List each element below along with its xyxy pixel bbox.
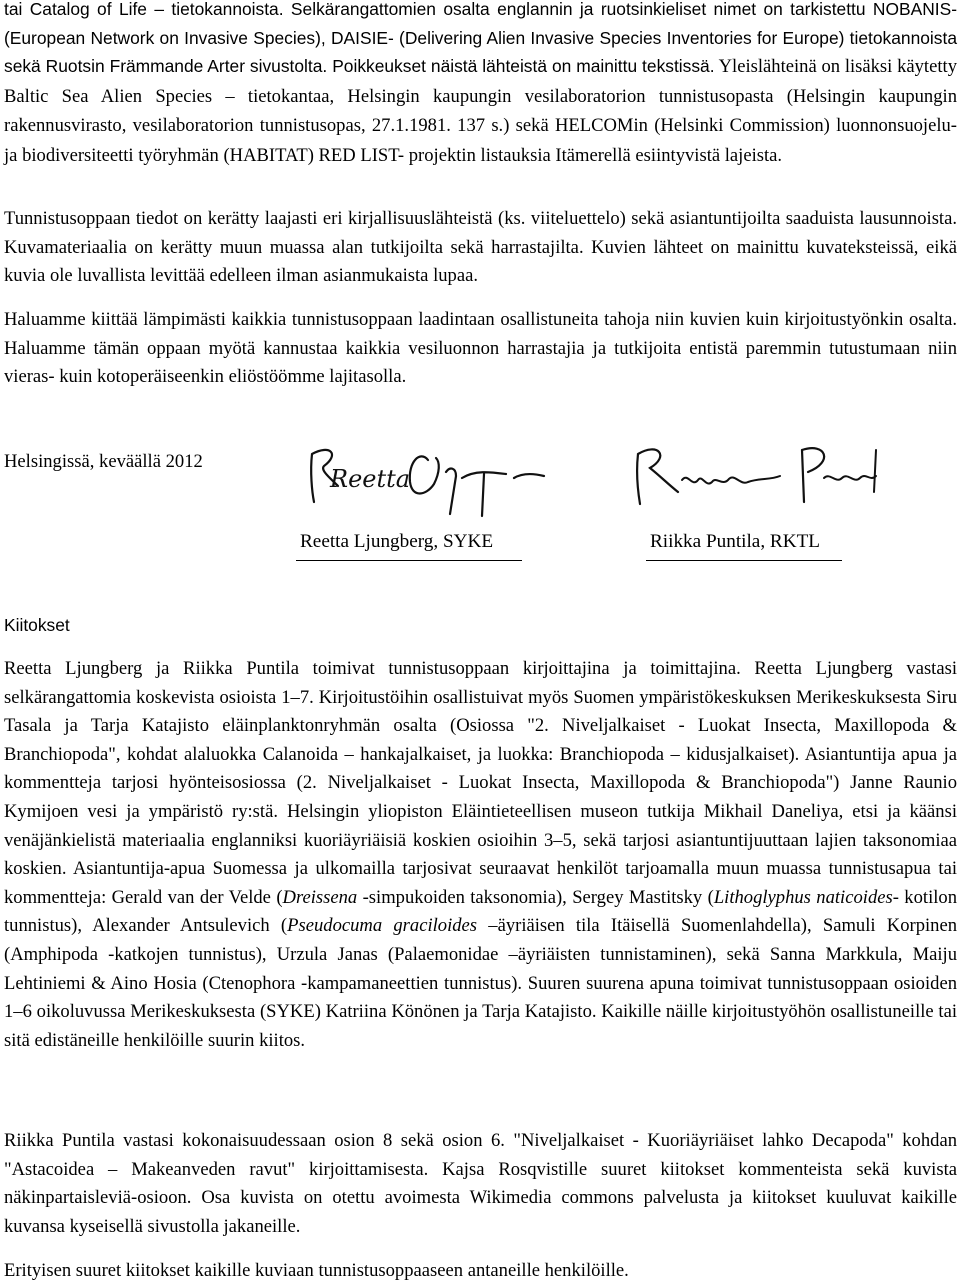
ack-species-pseudocuma: Pseudocuma graciloides [287,915,478,937]
ack-species-lithoglyphus: Lithoglyphus naticoides [713,886,893,908]
ack-text-4: –äyriäisen tila Itäisellä Suomenlahdella), Samuli Korpinen (Amphipoda -katkojen tunnistus), Urzula Janas (Palaemonidae –äyriäisten tunnistaminen), sekä Sanna Markkula, Maiju Lehtiniemi & Aino Hosia (Ctenophora -kampamaneettien tunnistus). Suuren suurena apuna toimivat tunnistusoppaan osioiden 1–6 oikoluvussa Merikeskuksesta (SYKE) Katriina Könönen ja Tarja Katajisto. Kaikille näille kirjoitustyöhön osallistuneille tai sitä edistäneille henkilöille suurin kiitos. [4,915,958,1051]
signature-puntila [630,432,900,512]
ack-text-2: -simpukoiden taksonomia), Sergey Mastitsky ( [357,886,714,908]
acknowledgements-heading: Kiitokset [4,615,70,635]
signer-1-name: Reetta Ljungberg, SYKE [300,531,494,552]
ack-text-1: Reetta Ljungberg ja Riikka Puntila toimivat tunnistusoppaan kirjoittajina ja toimittajina. Reetta Ljungberg vastasi selkärangattomia koskevista osioista 1–7. Kirjoitustöihin osallistuivat myös Suomen ympäristökeskuksen Merikeskuksesta Siru Tasala ja Tarja Katajisto eläinplanktonryhmän osalta (Osiossa "2. Niveljalkaiset - Luokat Insecta, Maxillopoda & Branchiopoda", kohdat alaluokka Calanoida – hankajalkaiset, ja luokka: Branchiopoda – kidusjalkaiset). Asiantuntija apua ja kommentteja tarjosi hyönteisosiossa (2. Niveljalkaiset - Luokat Insecta, Maxillopoda & Branchiopoda") Janne Raunio Kymijoen vesi ja ympäristö ry:stä. Helsingin yliopiston Eläintieteellisen museon tutkija Mikhail Daneliya, etsi ja käänsi venäjänkielistä materiaalia englanniksi kuoriäyriäisiä koskien osioihin 3–5, sekä tarjosi asiantuntijuuttaan lajien taksonomiaa koskien. Asiantuntija-apua Suomessa ja ulkomailla tarjosivat seuraavat henkilöt tarjoamalla muun muassa tunnistusapua tai kommentteja: Gerald van der Velde ( [4,658,957,908]
place-date: Helsingissä, keväällä 2012 [4,451,203,472]
signature-ljungberg [300,432,570,522]
acknowledgements-paragraph-2: Riikka Puntila vastasi kokonaisuudessaan osion 8 sekä osion 6. "Niveljalkaiset - Kuoriäyriäiset lahko Decapoda" kohdan "Astacoidea – Makeanveden ravut" kirjoittamisesta. Kajsa Rosqvistille suuret kiitokset kommenteista sekä kuvista näkinpartaisleviä-osioon. Osa kuvista on otettu avoimesta Wikimedia commons palvelusta ja kiitokset kuuluvat kaikille kuvansa kyseisellä sivustolla jakaneille. [4,1130,957,1237]
intro-sources-text: tai Catalog of Life – tietokannoista. Selkärangattomien osalta englannin ja ruotsinkieliset nimet on tarkistettu NOBANIS- (European Network on Invasive Species), DAISIE- (Delivering Alien Invasive Species Inventories for Europe) tietokannoista sekä Ruotsin Främmande Arter sivustolta. Poikkeukset näistä lähteistä on mainittu tekstissä. [4,0,957,77]
intro-paragraph [4,0,957,171]
acknowledgements-paragraph-3: Erityisen suuret kiitokset kaikille kuviaan tunnistusoppaaseen antaneille henkilöille. [4,1260,629,1281]
acknowledgements-paragraph-1 [4,655,957,1055]
signature-ljungberg-text: Reetta [330,465,411,493]
signature-line-2 [646,560,842,561]
compilation-paragraph: Tunnistusoppaan tiedot on kerätty laajasti eri kirjallisuuslähteistä (ks. viiteluettelo) sekä asiantuntijoilta saaduista lausunnoista. Kuvamateriaalia on kerätty muun muassa alan tutkijoilta sekä harrastajilta. Kuvien lähteet on mainittu kuvateksteissä, eikä kuvia ole luvallista levittää edelleen ilman asianmukaista lupaa. [4,208,957,287]
ack-species-dreissena: Dreissena [282,886,358,908]
signature-line-1 [296,560,522,561]
intro-general-sources-text: Yleislähteinä on lisäksi käytetty Baltic Sea Alien Species – tietokantaa, Helsingin kaupungin vesilaboratorion tunnistusopasta (Helsingin kaupungin rakennusvirasto, vesilaboratorion tunnistusopas, 27.1.1981. 137 s.) sekä HELCOMin (Helsinki Commission) luonnonsuojelu- ja biodiversiteetti työryhmän (HABITAT) RED LIST- projektin listauksia Itämerellä esiintyvistä lajeista. [4,56,957,166]
signer-2-name: Riikka Puntila, RKTL [650,531,821,552]
thanks-paragraph: Haluamme kiittää lämpimästi kaikkia tunnistusoppaan laadintaan osallistuneita tahoja niin kuvien kuin kirjoitustyönkin osalta. Haluamme tämän oppaan myötä kannustaa kaikkia vesiluonnon harrastajia ja tutkijoita entistä paremmin tutustumaan niin vieras- kuin kotoperäiseenkin eliöstöömme lajitasolla. [4,309,957,388]
ack-text-3: - kotilon tunnistus), Alexander Antsulevich ( [4,886,957,937]
